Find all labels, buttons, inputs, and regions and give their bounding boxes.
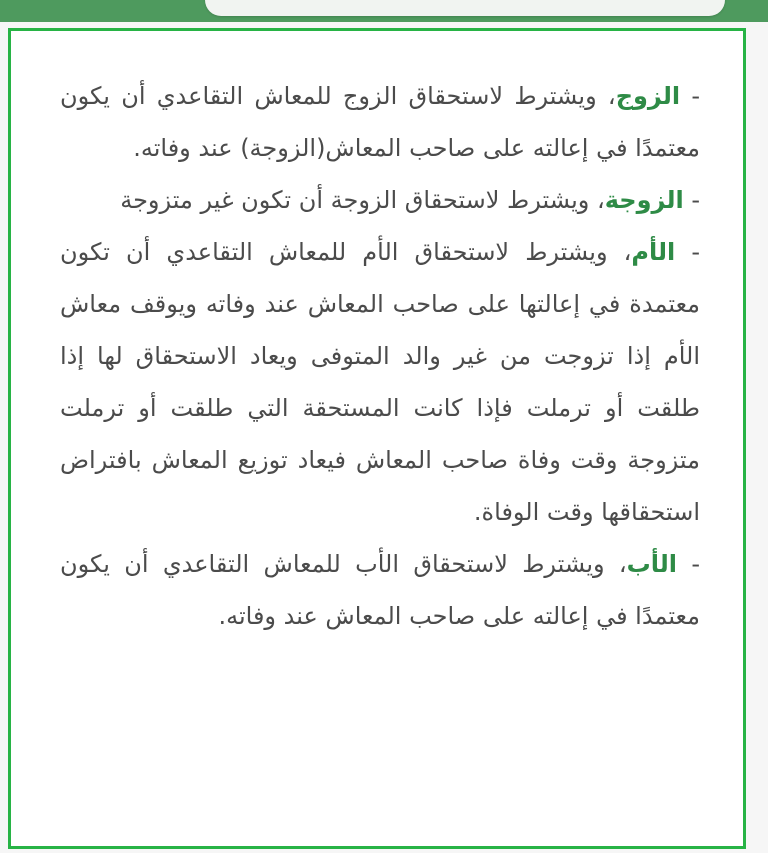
- list-dash: -: [691, 186, 700, 214]
- list-dash: -: [691, 238, 700, 266]
- list-dash: -: [691, 550, 700, 578]
- list-dash: -: [691, 82, 700, 110]
- paragraph-text: ، ويشترط لاستحقاق الزوج للمعاش التقاعدي أن يكون معتمدًا في إعالته على صاحب المعاش(الزوجة) عند وفاته.: [60, 82, 700, 162]
- paragraph-text: ، ويشترط لاستحقاق الأم للمعاش التقاعدي أن تكون معتمدة في إعالتها على صاحب المعاش عند وفاته ويوقف معاش الأم إذا تزوجت من غير والد المتوفى ويعاد الاستحقاق لها إذا طلقت أو ترملت فإذا كانت المستحقة التي طلقت أو ترملت متزوجة وقت وفاة صاحب المعاش فيعاد توزيع المعاش بافتراض استحقاقها وقت الوفاة.: [60, 238, 700, 526]
- article-body: [60, 70, 700, 642]
- paragraph-husband: [60, 70, 700, 174]
- paragraph-text: ، ويشترط لاستحقاق الأب للمعاش التقاعدي أن يكون معتمدًا في إعالته على صاحب المعاش عند وفاته.: [60, 550, 700, 630]
- paragraph-text: ، ويشترط لاستحقاق الزوجة أن تكون غير متزوجة: [120, 186, 605, 214]
- keyword-mother: الأم: [631, 238, 676, 266]
- keyword-husband: الزوج: [615, 82, 681, 110]
- paragraph-mother: [60, 226, 700, 538]
- paragraph-wife: [60, 174, 700, 226]
- keyword-wife: الزوجة: [604, 186, 684, 214]
- address-bar[interactable]: [205, 0, 725, 16]
- paragraph-father: [60, 538, 700, 642]
- keyword-father: الأب: [626, 550, 678, 578]
